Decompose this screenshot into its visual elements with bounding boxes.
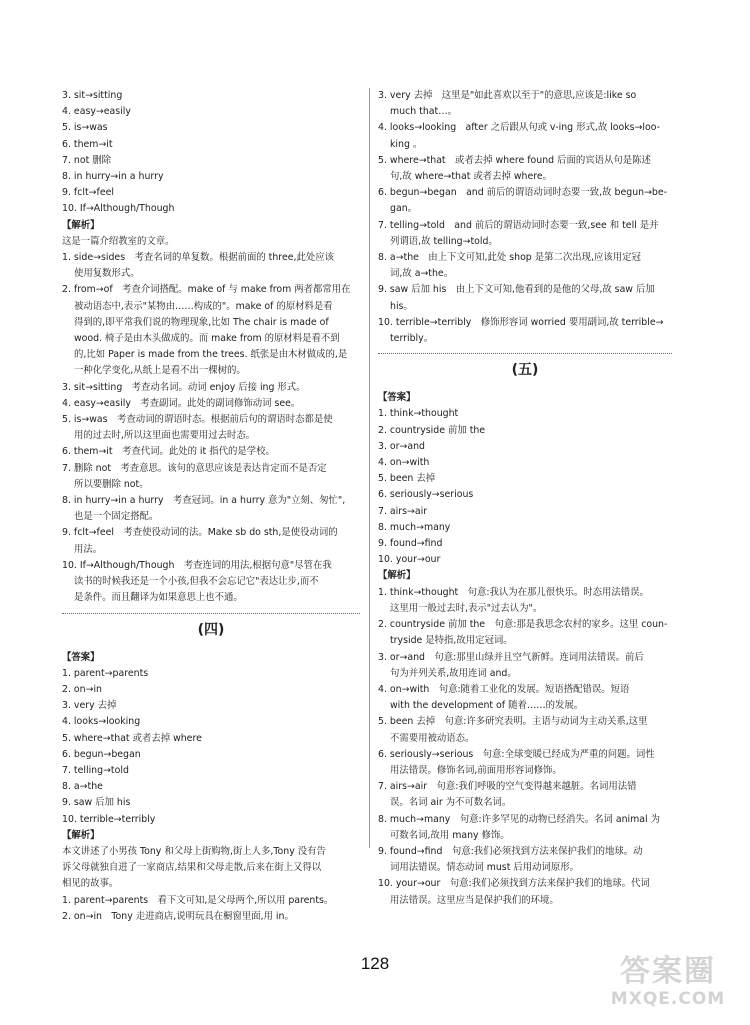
text-line: 一种化学变化,从纸上是看不出一棵树的。 (74, 365, 246, 377)
text-line: 6. seriously→serious 句意:全球变暖已经成为严重的问题。词性 (378, 748, 655, 760)
text-line: 6. begun→began and 前后的谓语动词时态要一致,故 begun→be- (378, 187, 668, 199)
text-line: 句,故 where→that 或者去掉 where。 (390, 171, 553, 183)
text-line: 9. fclt→feel 考查使役动词的法。Make sb do sth,是使役动词的 (62, 527, 338, 539)
text-line: gan。 (390, 203, 418, 215)
text-line: 10. If→Although/Though 考查连词的用法,根据句意"尽管在我 (62, 559, 332, 571)
section-heading: 【解析】 (62, 219, 100, 231)
text-line: 列谓语,故 telling→told。 (390, 235, 498, 247)
dotted-divider (62, 613, 360, 614)
text-line: 被动语态中,表示"某物由……构成的"。make of 的原材料是看 (74, 300, 333, 312)
text-line: 1. parent→parents (62, 667, 149, 679)
text-line: 得到的,即平常我们说的物理现象,比如 The chair is made of (74, 316, 329, 328)
text-line: 也是一个固定搭配。 (74, 511, 159, 523)
text-line: 所以要删除 not。 (74, 478, 149, 490)
text-line: 本文讲述了小男孩 Tony 和父母上街购物,街上人多,Tony 没有告 (62, 845, 326, 857)
text-line: wood. 椅子是由木头做成的。而 make from 的原材料是看不到 (74, 333, 340, 345)
text-line: 误。名词 air 为不可数名词。 (390, 797, 512, 809)
text-line: 7. airs→air 句意:我们呼吸的空气变得越来越脏。名词用法错 (378, 781, 637, 793)
text-line: 用法。 (74, 543, 103, 555)
text-line: 6. them→it (62, 138, 113, 150)
text-line: 5. been 去掉 句意:许多研究表明。主语与动词为主动关系,这里 (378, 716, 648, 728)
text-line: his。 (390, 300, 413, 312)
text-line: 6. seriously→serious (378, 489, 474, 501)
watermark-logo (598, 955, 738, 1013)
text-line: 6. them→it 考查代词。此处的 it 指代的是学校。 (62, 446, 275, 458)
text-line: 8. much→many 句意:许多罕见的动物已经消失。名词 animal 为 (378, 813, 660, 825)
text-line: 10. terrible→terribly (62, 813, 156, 825)
text-line: 4. looks→looking (62, 716, 141, 728)
text-line: 3. very 去掉 这里是"如此喜欢以至于"的意思,应该是:like so (378, 90, 637, 101)
text-line: 3. sit→sitting 考查动名词。动词 enjoy 后接 ing 形式。 (62, 381, 306, 393)
text-line: 4. on→with (378, 457, 430, 469)
text-line: 相见的故事。 (62, 878, 119, 890)
text-line: 8. much→many (378, 521, 451, 533)
text-line: 2. on→in (62, 683, 103, 695)
text-line: 3. or→and 句意:那里山绿并且空气新鲜。连词用法错误。前后 (378, 651, 644, 663)
watermark-url: MXQE.COM (610, 989, 726, 1009)
text-line: 使用复数形式。 (74, 268, 140, 280)
text-line: 用法错误。这里应当是保护我们的环境。 (390, 894, 559, 906)
text-line: 可数名词,故用 many 修饰。 (390, 829, 510, 841)
section-heading: 【答案】 (378, 392, 416, 404)
dotted-divider (378, 353, 672, 354)
text-line: 5. been 去掉 (378, 473, 436, 485)
text-line: 的,比如 Paper is made from the trees. 纸张是由木材做成的,是 (74, 349, 348, 361)
text-line: 9. found→find 句意:我们必须找到方法来保护我们的地球。动 (378, 845, 643, 857)
text-line: 7. telling→told (62, 764, 129, 776)
text-line: 词,故 a→the。 (390, 268, 454, 280)
text-line: 5. is→was 考查动词的谓语时态。根据前后句的谓语时态都是使 (62, 414, 333, 426)
text-line: 这是一篇介绍教室的文章。 (62, 235, 175, 247)
text-line: 1. think→thought (378, 408, 459, 420)
text-line: 10. terrible→terribly 修饰形容词 worried 要用副词,故 terrible→ (378, 316, 664, 328)
text-line: 不需要用被动语态。 (390, 732, 475, 744)
text-line: 2. countryside 前加 the 句意:那是我思念农村的家乡。这里 coun- (378, 619, 668, 631)
text-line: 9. saw 后加 his 由上下文可知,他看到的是他的父母,故 saw 后加 (378, 284, 655, 296)
text-line: 7. 删除 not 考查意思。该句的意思应该是表达肯定而不是否定 (62, 462, 327, 474)
text-line: 3. very 去掉 (62, 700, 117, 712)
text-line: 1. parent→parents 看下文可知,是父母两个,所以用 parents。 (62, 894, 334, 906)
section-title: (四) (197, 621, 225, 638)
text-line: 7. telling→told and 前后的谓语动词时态要一致,see 和 tell 是并 (378, 219, 659, 231)
text-line: 4. on→with 句意:随着工业化的发展。短语搭配错误。短语 (378, 683, 630, 695)
text-line: 9. fclt→feel (62, 187, 114, 199)
text-line: 9. saw 后加 his (62, 797, 131, 809)
text-line: 读书的时候我还是一个小孩,但我不会忘记它"表达让步,而不 (74, 576, 319, 588)
text-line: 4. easy→easily (62, 106, 131, 118)
text-line: 7. not 删除 (62, 154, 112, 166)
text-line: with the development of 随着……的发展。 (390, 700, 584, 712)
left-column (62, 88, 360, 925)
text-line: 1. side→sides 考查名词的单复数。根据前面的 three,此处应该 (62, 252, 334, 264)
text-line: 2. countryside 前加 the (378, 424, 486, 436)
text-line: king 。 (390, 138, 423, 150)
text-line: 8. a→the (62, 781, 103, 793)
section-heading: 【解析】 (378, 570, 416, 582)
text-line: 这里用一般过去时,表示"过去认为"。 (390, 602, 543, 614)
text-line: 4. looks→looking after 之后跟从句或 v-ing 形式,故 looks→loo- (378, 122, 661, 134)
text-line: 句为并列关系,故用连词 and。 (390, 667, 517, 679)
column-divider (369, 88, 370, 848)
text-line: 10. your→our (378, 554, 441, 566)
text-line: 2. from→of 考查介词搭配。make of 与 make from 两者都常用在 (62, 284, 351, 296)
text-line: 8. in hurry→in a hurry (62, 171, 164, 183)
text-line: 诉父母就独自进了一家商店,结果和父母走散,后来在街上又得以 (62, 862, 322, 874)
section-heading: 【答案】 (62, 651, 100, 663)
watermark-text: 答案圈 (620, 954, 716, 989)
text-line: 2. on→in Tony 走进商店,说明玩具在橱窗里面,用 in。 (62, 910, 294, 922)
text-line: 5. is→was (62, 122, 108, 134)
text-line: tryside 是特指,故用定冠词。 (390, 635, 513, 647)
text-line: 用的过去时,所以这里面也需要用过去时态。 (74, 430, 256, 442)
text-line: 6. begun→began (62, 748, 141, 760)
page-number: 128 (360, 954, 390, 973)
text-line: 4. easy→easily 考查副词。此处的副词修饰动词 see。 (62, 397, 301, 409)
section-title: (五) (511, 362, 539, 379)
text-line: 8. a→the 由上下文可知,此处 shop 是第二次出现,应该用定冠 (378, 252, 641, 264)
text-line: 9. found→find (378, 538, 443, 550)
text-line: 5. where→that 或者去掉 where found 后面的宾语从句是陈述 (378, 154, 651, 166)
text-line: 8. in hurry→in a hurry 考查冠词。in a hurry 意为"立刻、匆忙", (62, 495, 346, 507)
text-line: 5. where→that 或者去掉 where (62, 732, 202, 744)
section-heading: 【解析】 (62, 829, 100, 841)
text-line: 词用法错误。情态动词 must 后用动词原形。 (390, 862, 579, 874)
text-line: 10. If→Although/Though (62, 203, 175, 215)
text-line: much that…。 (390, 106, 457, 118)
text-line: 7. airs→air (378, 505, 428, 517)
text-line: terribly。 (390, 333, 434, 345)
text-line: 3. sit→sitting (62, 90, 123, 101)
text-line: 1. think→thought 句意:我认为在那儿很快乐。时态用法错误。 (378, 586, 649, 598)
text-line: 10. your→our 句意:我们必须找到方法来保护我们的地球。代词 (378, 878, 650, 890)
text-line: 是条件。而且翻译为如果意思上也不通。 (74, 592, 243, 604)
text-line: 用法错误。修饰名词,前面用形容词修饰。 (390, 764, 562, 776)
right-column (378, 88, 672, 909)
text-line: 3. or→and (378, 440, 426, 452)
